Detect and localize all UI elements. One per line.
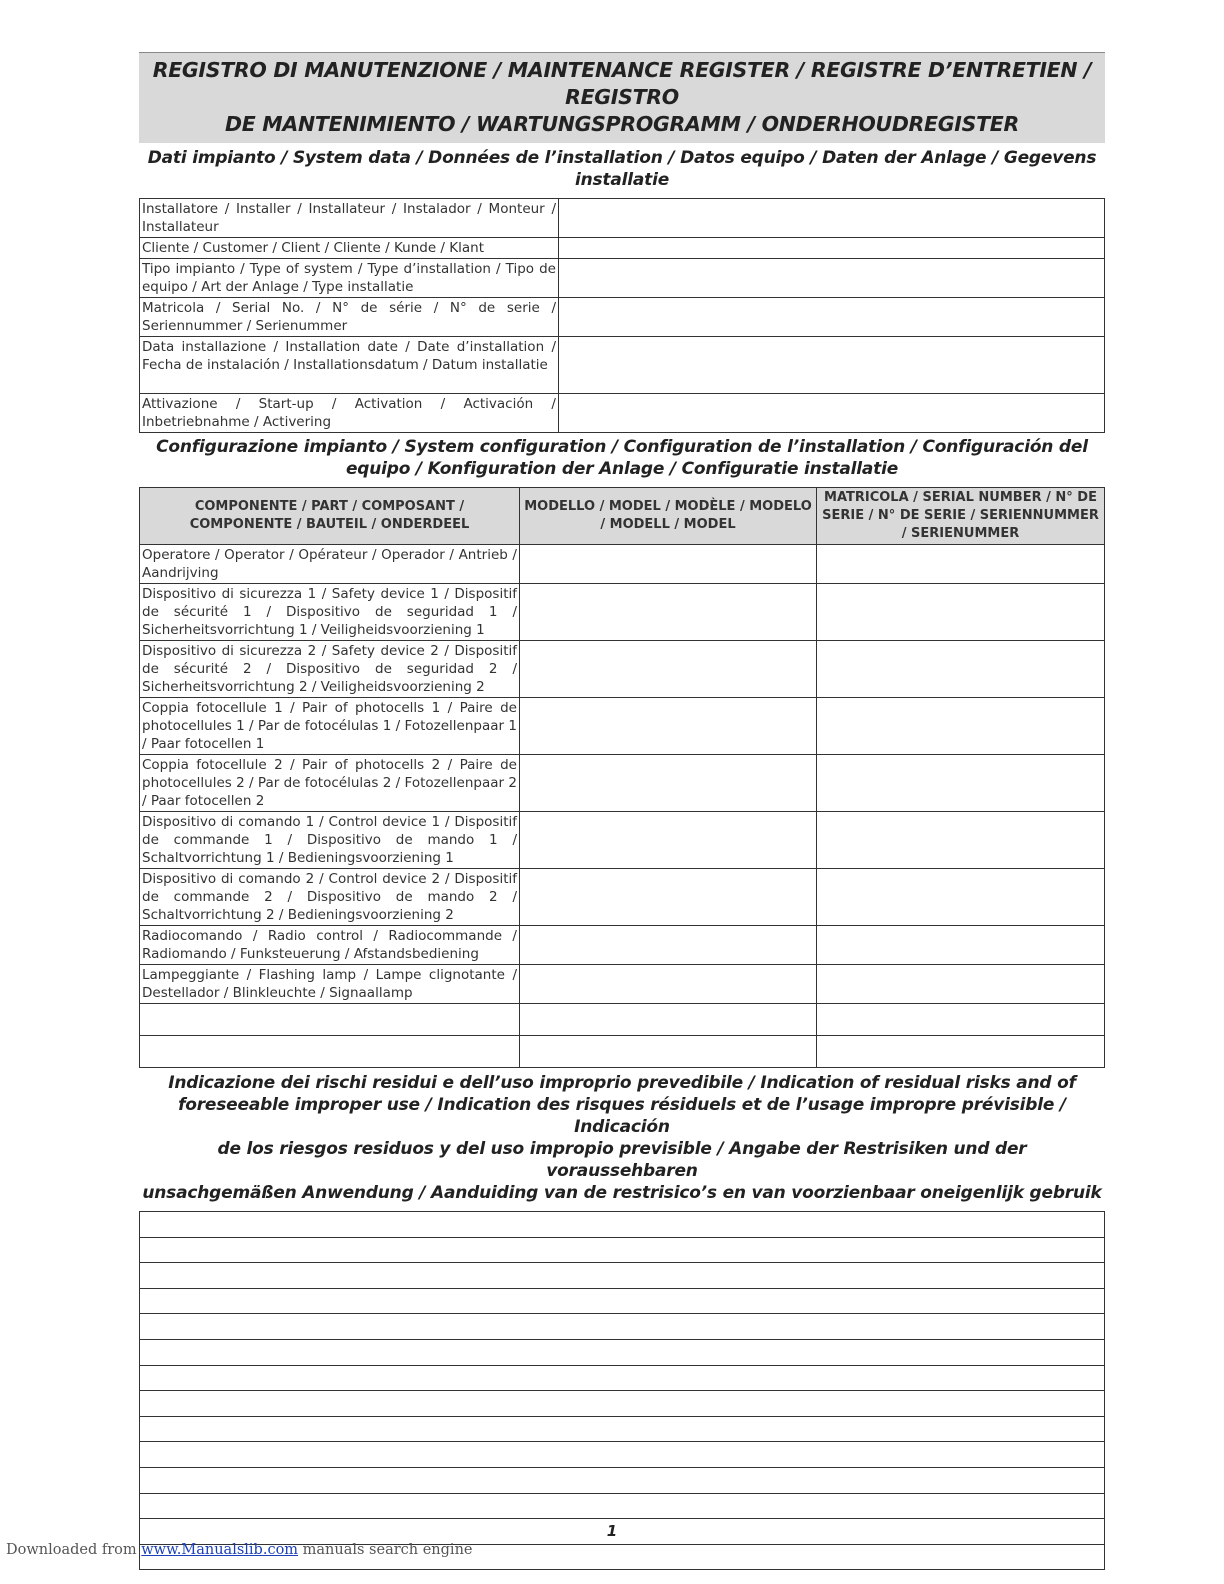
table-row [140, 926, 1105, 965]
table-row [140, 698, 1105, 755]
system-data-heading-line-2: installatie [574, 170, 670, 190]
component-label: Dispositivo di comando 1 / Control device 1 / Dispositif de commande 1 / Dispositivo de mando 1 / Schaltvorrichtung 1 / Bedieningsvoorziening 1 [140, 812, 520, 869]
table-row [140, 812, 1105, 869]
model-field[interactable] [520, 584, 817, 641]
table-row [140, 1339, 1105, 1365]
table-row [140, 238, 1105, 259]
system-data-heading-line-1: Dati impianto / System data / Données de l’installation / Datos equipo / Daten der Anlage / Gegevens [147, 148, 1097, 168]
title-line-2: DE MANTENIMIENTO / WARTUNGSPROGRAMM / ONDERHOUDREGISTER [225, 112, 1019, 136]
table-row [140, 1288, 1105, 1314]
risks-heading-line-3: de los riesgos residuos y del uso impropio previsible / Angabe der Restrisiken und der voraussehbaren [217, 1139, 1027, 1181]
configuration-table [139, 487, 1105, 1068]
risk-line-field[interactable] [140, 1339, 1105, 1365]
table-row [140, 869, 1105, 926]
installer-label: Installatore / Installer / Installateur / Instalador / Monteur / Installateur [140, 199, 559, 238]
system-data-heading [139, 147, 1105, 191]
risk-line-field[interactable] [140, 1416, 1105, 1442]
installer-field[interactable] [559, 199, 1105, 238]
configuration-heading-line-2: equipo / Konfiguration der Anlage / Configuratie installatie [345, 459, 899, 479]
table-row [140, 545, 1105, 584]
serial-field[interactable] [817, 584, 1105, 641]
residual-risks-table [139, 1211, 1105, 1570]
customer-label: Cliente / Customer / Client / Cliente / Kunde / Klant [140, 238, 559, 259]
risk-line-field[interactable] [140, 1212, 1105, 1238]
model-field[interactable] [520, 698, 817, 755]
column-header-serial: MATRICOLA / SERIAL NUMBER / N° DE SERIE / N° DE SERIE / SERIENNUMMER / SERIENUMMER [817, 488, 1105, 545]
risk-line-field[interactable] [140, 1314, 1105, 1340]
table-row [140, 1416, 1105, 1442]
table-row [140, 1314, 1105, 1340]
serial-field[interactable] [817, 812, 1105, 869]
serial-field[interactable] [817, 869, 1105, 926]
risks-heading-line-1: Indicazione dei rischi residui e dell’uso improprio prevedibile / Indication of residual risks and of [168, 1073, 1076, 1093]
serial-field[interactable] [817, 1004, 1105, 1036]
table-row [140, 1365, 1105, 1391]
customer-field[interactable] [559, 238, 1105, 259]
table-row [140, 298, 1105, 337]
model-field[interactable] [520, 641, 817, 698]
component-label: Lampeggiante / Flashing lamp / Lampe clignotante / Destellador / Blinkleuchte / Signaallamp [140, 965, 520, 1004]
start-up-label: Attivazione / Start-up / Activation / Activación / Inbetriebnahme / Activering [140, 394, 559, 433]
footer-prefix: Downloaded from [6, 1542, 137, 1558]
model-field[interactable] [520, 755, 817, 812]
risks-heading-line-2: foreseeable improper use / Indication des risques résiduels et de l’usage impropre prévisible / Indicación [178, 1095, 1066, 1137]
system-type-label: Tipo impianto / Type of system / Type d’installation / Tipo de equipo / Art der Anlage / Type installatie [140, 259, 559, 298]
component-field-blank[interactable] [140, 1004, 520, 1036]
serial-number-label: Matricola / Serial No. / N° de série / N° de serie / Seriennummer / Serienummer [140, 298, 559, 337]
table-row [140, 965, 1105, 1004]
table-row [140, 1263, 1105, 1289]
table-row [140, 1004, 1105, 1036]
table-row [140, 1036, 1105, 1068]
configuration-heading-line-1: Configurazione impianto / System configuration / Configuration de l’installation / Configuración del [156, 437, 1088, 457]
table-row [140, 1391, 1105, 1417]
risk-line-field[interactable] [140, 1288, 1105, 1314]
model-field[interactable] [520, 1036, 817, 1068]
model-field[interactable] [520, 545, 817, 584]
table-row [140, 1467, 1105, 1493]
serial-field[interactable] [817, 926, 1105, 965]
installation-date-field[interactable] [559, 337, 1105, 394]
model-field[interactable] [520, 812, 817, 869]
component-label: Coppia fotocellule 2 / Pair of photocells 2 / Paire de photocellules 2 / Par de fotocélulas 2 / Fotozellenpaar 2 / Paar fotocellen 2 [140, 755, 520, 812]
table-row [140, 337, 1105, 394]
table-row [140, 584, 1105, 641]
column-header-model: MODELLO / MODEL / MODÈLE / MODELO / MODELL / MODEL [520, 488, 817, 545]
component-label: Dispositivo di sicurezza 2 / Safety device 2 / Dispositif de sécurité 2 / Dispositivo de seguridad 2 / Sicherheitsvorrichtung 2 / Veiligheidsvoorziening 2 [140, 641, 520, 698]
component-label: Radiocomando / Radio control / Radiocommande / Radiomando / Funksteuerung / Afstandsbediening [140, 926, 520, 965]
serial-field[interactable] [817, 641, 1105, 698]
risk-line-field[interactable] [140, 1391, 1105, 1417]
table-row [140, 1237, 1105, 1263]
serial-field[interactable] [817, 1036, 1105, 1068]
residual-risks-heading [139, 1072, 1105, 1204]
table-row [140, 199, 1105, 238]
table-row [140, 1212, 1105, 1238]
manualslib-link[interactable]: www.Manualslib.com [141, 1542, 299, 1558]
component-label: Coppia fotocellule 1 / Pair of photocells 1 / Paire de photocellules 1 / Par de fotocélulas 1 / Fotozellenpaar 1 / Paar fotocellen 1 [140, 698, 520, 755]
start-up-field[interactable] [559, 394, 1105, 433]
table-row [140, 259, 1105, 298]
serial-field[interactable] [817, 965, 1105, 1004]
risk-line-field[interactable] [140, 1263, 1105, 1289]
risk-line-field[interactable] [140, 1493, 1105, 1519]
model-field[interactable] [520, 926, 817, 965]
table-header-row [140, 488, 1105, 545]
installation-date-label: Data installazione / Installation date / Date d’installation / Fecha de instalación / Installationsdatum / Datum installatie [140, 337, 559, 394]
serial-number-field[interactable] [559, 298, 1105, 337]
serial-field[interactable] [817, 698, 1105, 755]
risk-line-field[interactable] [140, 1467, 1105, 1493]
page-number: 1 [606, 1522, 618, 1540]
model-field[interactable] [520, 1004, 817, 1036]
serial-field[interactable] [817, 545, 1105, 584]
risk-line-field[interactable] [140, 1442, 1105, 1468]
table-row [140, 755, 1105, 812]
title-line-1: REGISTRO DI MANUTENZIONE / MAINTENANCE REGISTER / REGISTRE D’ENTRETIEN / REGISTRO [152, 58, 1092, 109]
document-page [139, 52, 1105, 1570]
configuration-heading [139, 436, 1105, 480]
column-header-component: COMPONENTE / PART / COMPOSANT / COMPONENTE / BAUTEIL / ONDERDEEL [140, 488, 520, 545]
table-row [140, 1442, 1105, 1468]
serial-field[interactable] [817, 755, 1105, 812]
risk-line-field[interactable] [140, 1237, 1105, 1263]
table-row [140, 394, 1105, 433]
component-label: Dispositivo di comando 2 / Control device 2 / Dispositif de commande 2 / Dispositivo de mando 2 / Schaltvorrichtung 2 / Bedieningsvoorziening 2 [140, 869, 520, 926]
register-title [139, 52, 1105, 143]
footer-suffix: manuals search engine [302, 1542, 473, 1558]
system-type-field[interactable] [559, 259, 1105, 298]
risk-line-field[interactable] [140, 1365, 1105, 1391]
component-label: Operatore / Operator / Opérateur / Operador / Antrieb / Aandrijving [140, 545, 520, 584]
system-data-table [139, 198, 1105, 433]
risks-heading-line-4: unsachgemäßen Anwendung / Aanduiding van de restrisico’s en van voorzienbaar oneigenlijk gebruik [142, 1183, 1102, 1203]
table-row [140, 641, 1105, 698]
table-row [140, 1493, 1105, 1519]
component-label: Dispositivo di sicurezza 1 / Safety device 1 / Dispositif de sécurité 1 / Dispositivo de seguridad 1 / Sicherheitsvorrichtung 1 / Veiligheidsvoorziening 1 [140, 584, 520, 641]
model-field[interactable] [520, 869, 817, 926]
component-field-blank[interactable] [140, 1036, 520, 1068]
download-footer [6, 1542, 473, 1558]
model-field[interactable] [520, 965, 817, 1004]
